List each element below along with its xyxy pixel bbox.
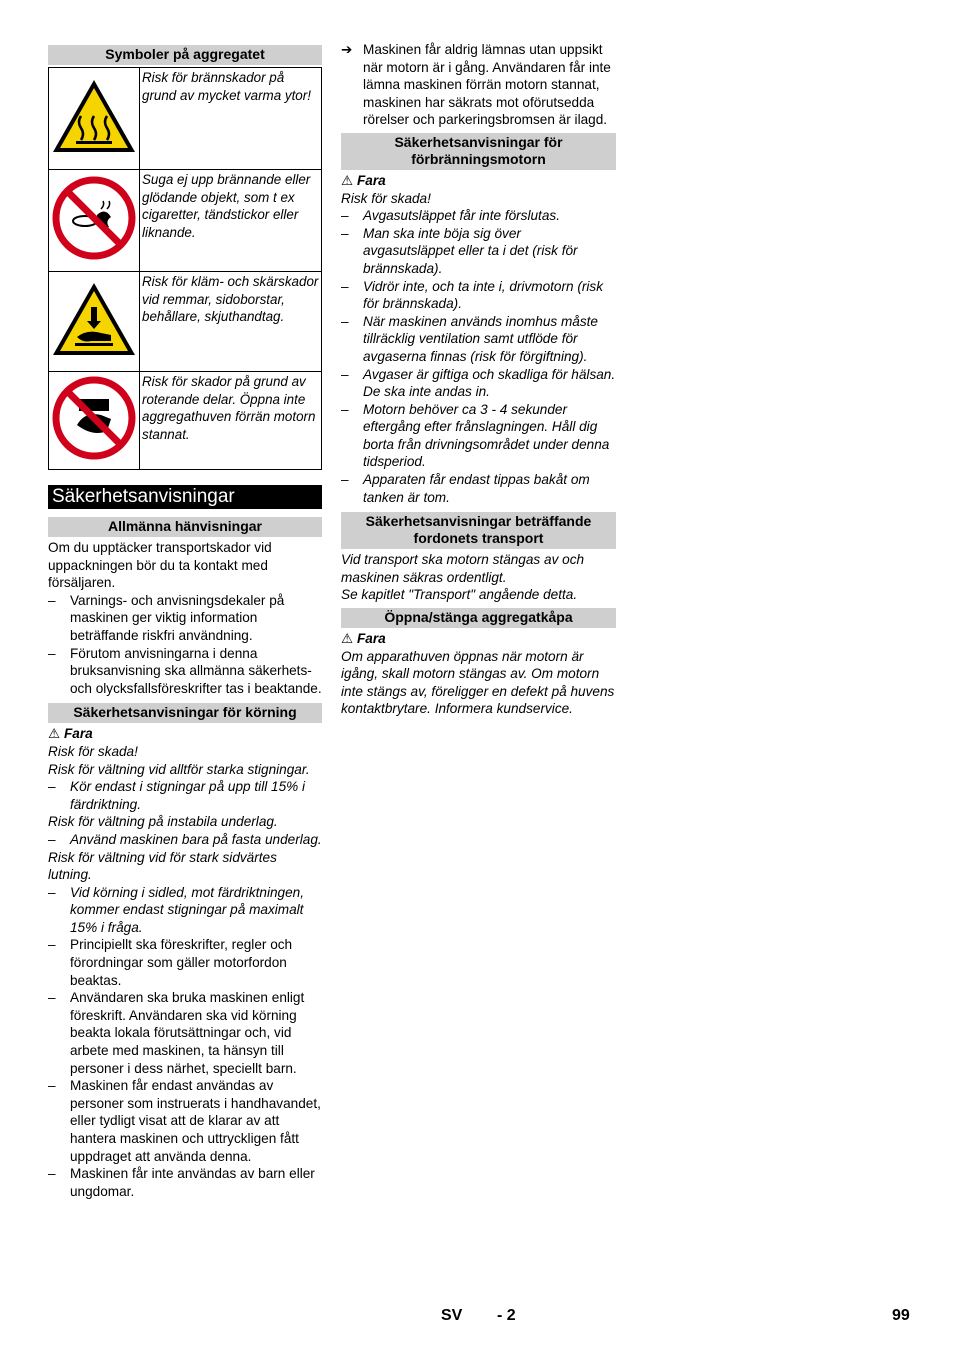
driving-risk-side: Risk för vältning vid för stark sidvärtes lutning. [48, 849, 277, 883]
footer-language: SV [441, 1307, 463, 1324]
symbol-row [49, 272, 322, 372]
footer-section: - 2 [497, 1307, 516, 1324]
symbols-heading: Symboler på aggregatet [48, 45, 322, 65]
list-item: – Maskinen får endast användas av personer som instruerats i handhavandet, eller tydligt visat att de klarar av att hantera maskinen och uttryckligen fått uppdraget att använda denna. [48, 1078, 321, 1164]
hood-heading: Öppna/stänga aggregatkåpa [341, 608, 616, 628]
page-number: 99 [892, 1307, 910, 1324]
list-item: – Vid körning i sidled, mot färdriktningen, kommer endast stigningar på maximalt 15% i fråga. [48, 884, 304, 935]
warning-icon: ⚠ [341, 172, 354, 188]
list-item: – Använd maskinen bara på fasta underlag. [48, 831, 322, 847]
symbol-text: Suga ej upp brännande eller glödande objekt, som t ex cigaretter, tändstickor eller liknande. [140, 170, 322, 272]
engine-warning: ⚠ Fara [341, 172, 386, 188]
symbol-text: Risk för brännskador på grund av mycket varma ytor! [140, 68, 322, 170]
driving-risk-steep: Risk för vältning vid alltför starka stigningar. [48, 761, 310, 777]
list-item: – Varnings- och anvisningsdekaler på maskinen ger viktig information beträffande riskfri användning. [48, 592, 285, 643]
hood-warning: ⚠ Fara [341, 631, 386, 647]
symbol-row [49, 372, 322, 470]
driving-heading: Säkerhetsanvisningar för körning [48, 703, 322, 723]
list-item: – Förutom anvisningarna i denna bruksanvisning ska allmänna säkerhets- och olycksfallsföreskrifter tas i beaktande. [48, 645, 322, 696]
symbol-text: Risk för skador på grund av roterande delar. Öppna inte aggregathuven förrän motorn stannat. [140, 372, 322, 470]
safety-heading: Säkerhetsanvisningar [48, 485, 322, 509]
driving-warning: ⚠ Fara [48, 726, 93, 742]
symbol-row [49, 170, 322, 272]
general-heading: Allmänna hänvisningar [48, 517, 322, 537]
symbols-table [48, 67, 322, 470]
list-item: – Avgasutsläppet får inte förslutas. [341, 208, 560, 224]
symbol-text: Risk för kläm- och skärskador vid remmar, sidoborstar, behållare, skjuthandtag. [140, 272, 322, 372]
driving-risk: Risk för skada! [48, 743, 138, 759]
arrow-note: ➔ Maskinen får aldrig lämnas utan uppsikt när motorn är i gång. Användaren får inte lämna maskinen förrän motorn stannat, maskinen har säkrats mot oförutsedda rörelser och parkeringsbromsen är ilagd. [341, 42, 611, 128]
list-item: – Motorn behöver ca 3 - 4 sekunder eftergång efter frånslagningen. Håll dig borta från drivningsområdet under denna tidsperiod. [341, 401, 610, 470]
engine-heading: Säkerhetsanvisningar för förbränningsmotorn [341, 133, 616, 170]
crush-hazard-warning-icon [49, 272, 140, 372]
transport-text: Vid transport ska motorn stängas av och maskinen säkras ordentligt. [341, 552, 585, 585]
engine-risk: Risk för skada! [341, 190, 431, 206]
driving-risk-unstable: Risk för vältning på instabila underlag. [48, 814, 278, 830]
no-burning-objects-icon [49, 170, 140, 272]
general-intro: Om du upptäcker transportskador vid uppackningen bör du ta kontakt med försäljaren. [48, 540, 272, 591]
list-item: – Principiellt ska föreskrifter, regler och förordningar som gäller motorfordon beaktas. [48, 937, 293, 988]
transport-reference: Se kapitlet "Transport" angående detta. [341, 587, 578, 603]
list-item: – Vidrör inte, och ta inte i, drivmotorn (risk för brännskada). [341, 278, 603, 312]
list-item: – Användaren ska bruka maskinen enligt föreskrift. Användaren ska vid körning beakta lokala förutsättningar och, vid arbete med maskinen, ta hänsyn till personer i dess närhet, speciellt barn. [48, 990, 305, 1076]
transport-heading: Säkerhetsanvisningar beträffande fordonets transport [341, 512, 616, 549]
list-item: – Avgaser är giftiga och skadliga för hälsan. De ska inte andas in. [341, 366, 616, 400]
left-column [48, 45, 322, 1200]
hot-surface-warning-icon [49, 68, 140, 170]
no-reaching-icon [49, 372, 140, 470]
list-item: – När maskinen används inomhus måste tillräcklig ventilation samt utflöde för avgaserna finnas (risk för förgiftning). [341, 313, 598, 364]
warning-icon: ⚠ [48, 726, 61, 742]
list-item: – Kör endast i stigningar på upp till 15% i färdriktning. [48, 779, 306, 812]
hood-text: Om apparathuven öppnas när motorn är igång, skall motorn stängas av. Om motorn inte stängs av, föreligger en defekt på huvens kontaktbrytare. Informera kundservice. [341, 648, 615, 717]
list-item: – Apparaten får endast tippas bakåt om tanken är tom. [341, 472, 590, 505]
list-item: – Man ska inte böja sig över avgasutsläppet eller ta i det (risk för brännskada). [341, 225, 578, 276]
list-item: – Maskinen får inte användas av barn eller ungdomar. [48, 1166, 315, 1199]
right-column [341, 41, 616, 718]
symbol-row [49, 68, 322, 170]
warning-icon: ⚠ [341, 631, 354, 647]
arrow-icon: ➔ [341, 42, 353, 57]
